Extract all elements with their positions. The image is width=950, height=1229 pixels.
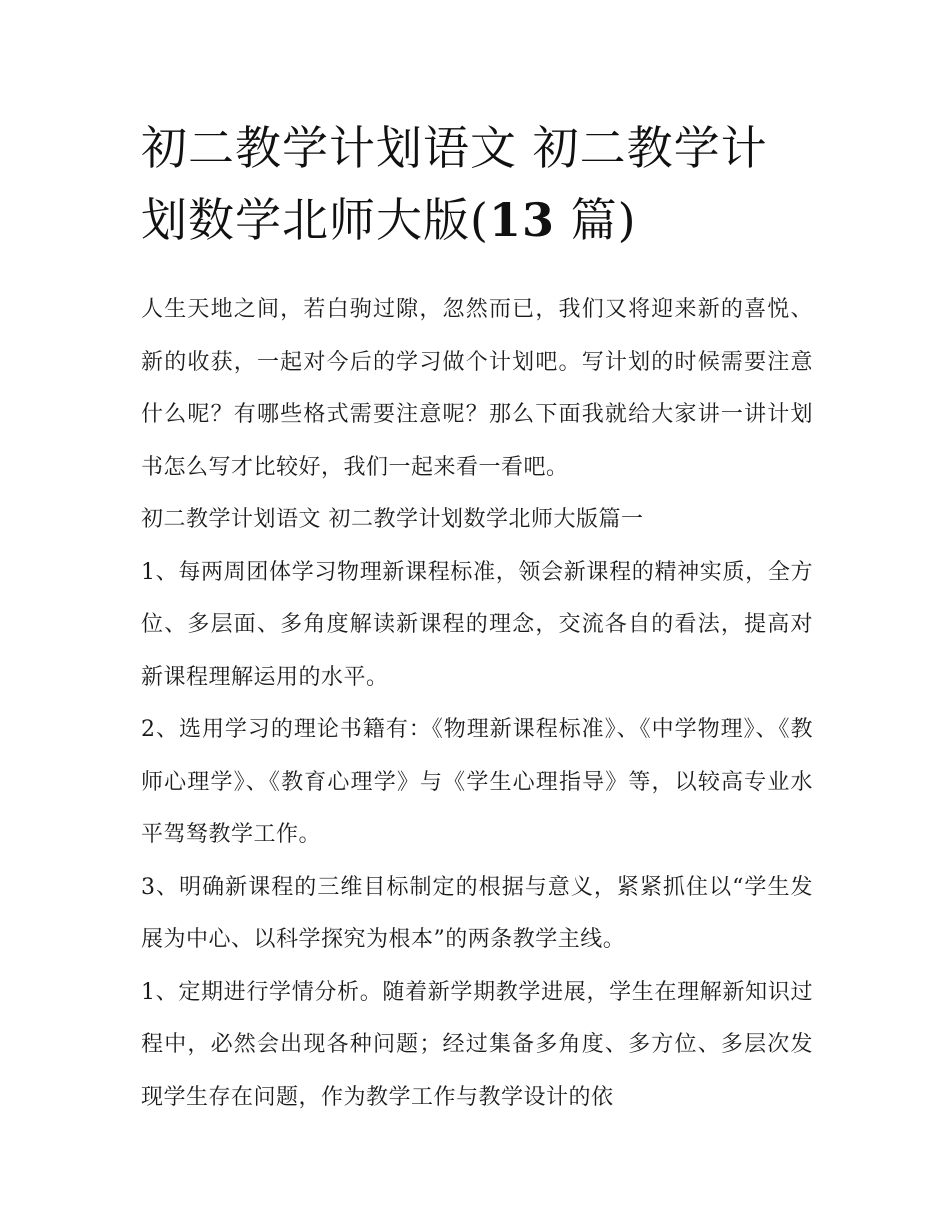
title-text: 初二教学计划语文 初二教学计划数学北师大版( [141,121,768,247]
list-item: 2、选用学习的理论书籍有：《物理新课程标准》、《中学物理》、《教师心理学》、《教育心理学》与《学生心理指导》等，以较高专业水平驾驽教学工作。 [141,717,813,847]
title-suffix: 篇) [554,193,637,247]
section-heading: 初二教学计划语文 初二教学计划数学北师大版篇一 [141,507,644,532]
list-item: 1、每两周团体学习物理新课程标准，领会新课程的精神实质，全方位、多层面、多角度解读新课程的理念，交流各自的看法，提高对新课程理解运用的水平。 [141,559,813,690]
list-item: 1、定期进行学情分析。随着新学期教学进展，学生在理解新知识过程中，必然会出现各种问题；经过集备多角度、多方位、多层次发现学生存在问题，作为教学工作与教学设计的依 [141,979,813,1110]
list-item: 3、明确新课程的三维目标制定的根据与意义，紧紧抓住以“学生发展为中心、以科学探究为根本”的两条教学主线。 [141,874,813,952]
document-content [141,112,813,1124]
intro-paragraph: 人生天地之间，若白驹过隙，忽然而已，我们又将迎来新的喜悦、新的收获，一起对今后的学习做个计划吧。写计划的时候需要注意什么呢？有哪些格式需要注意呢？那么下面我就给大家讲一讲计划书怎么写才比较好，我们一起来看一看吧。 [141,297,813,480]
document-title [141,112,813,256]
document-body [141,284,813,1124]
title-count: 13 [488,193,555,247]
